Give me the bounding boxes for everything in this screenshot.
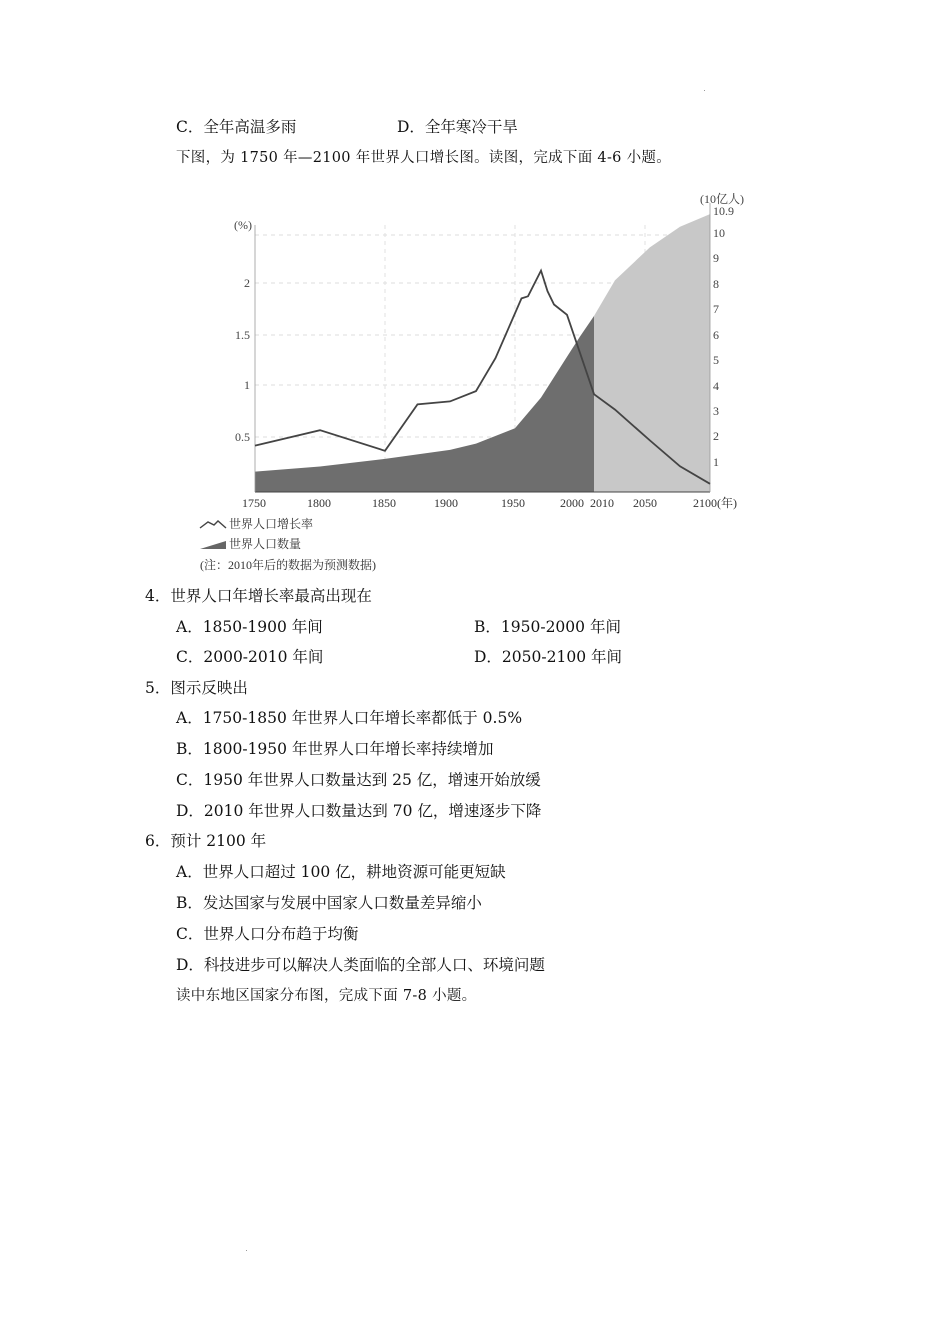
right-tick-label: 7 — [713, 302, 719, 316]
question-4-stem: 4．世界人口年增长率最高出现在 — [145, 587, 372, 605]
left-tick-label: 1.5 — [235, 328, 250, 342]
closing-text: 读中东地区国家分布图，完成下面 7-8 小题。 — [176, 988, 477, 1004]
question-5-option-c[interactable]: C．1950 年世界人口数量达到 25 亿，增速开始放缓 — [176, 771, 541, 789]
question-6-option-c[interactable]: C．世界人口分布趋于均衡 — [176, 925, 359, 943]
x-tick-label: 2010 — [590, 496, 614, 510]
x-tick-label: 2100(年) — [693, 496, 737, 510]
question-6-stem: 6．预计 2100 年 — [145, 832, 267, 850]
question-6-option-d[interactable]: D．科技进步可以解决人类面临的全部人口、环境问题 — [176, 956, 545, 974]
right-tick-label: 9 — [713, 251, 719, 265]
x-tick-label: 1750 — [242, 496, 266, 510]
question-6-option-b[interactable]: B．发达国家与发展中国家人口数量差异缩小 — [176, 894, 482, 912]
question-5-option-d[interactable]: D．2010 年世界人口数量达到 70 亿，增速逐步下降 — [176, 802, 542, 820]
right-tick-label: 10.9 — [713, 204, 734, 218]
corner-mark-top — [704, 90, 705, 91]
right-tick-label: 3 — [713, 404, 719, 418]
intro-text: 下图，为 1750 年—2100 年世界人口增长图。读图，完成下面 4-6 小题。 — [176, 150, 671, 166]
left-axis-labels — [234, 218, 252, 444]
prev-option-d: D．全年寒冷干旱 — [397, 118, 518, 136]
chart-note: (注：2010年后的数据为预测数据) — [200, 558, 376, 572]
right-tick-label: 1 — [713, 455, 719, 469]
corner-mark-bottom — [246, 1250, 247, 1251]
question-4-option-b[interactable]: B．1950-2000 年间 — [474, 618, 621, 636]
prev-option-c: C．全年高温多雨 — [176, 118, 297, 136]
x-tick-label: 1950 — [501, 496, 525, 510]
right-tick-label: 5 — [713, 353, 719, 367]
question-5-option-b[interactable]: B．1800-1950 年世界人口年增长率持续增加 — [176, 740, 494, 758]
x-axis-labels — [242, 495, 737, 510]
x-tick-label: 1850 — [372, 496, 396, 510]
left-axis-unit: (%) — [234, 218, 252, 232]
legend-line-symbol — [200, 521, 226, 528]
left-tick-label: 1 — [244, 378, 250, 392]
right-tick-label: 2 — [713, 429, 719, 443]
question-4-option-d[interactable]: D．2050-2100 年间 — [474, 648, 622, 666]
left-tick-label: 0.5 — [235, 430, 250, 444]
question-5-stem: 5．图示反映出 — [145, 679, 248, 697]
question-4-option-c[interactable]: C．2000-2010 年间 — [176, 648, 324, 666]
x-tick-label: 1800 — [307, 496, 331, 510]
x-tick-label: 1900 — [434, 496, 458, 510]
x-tick-label: 2000 — [560, 496, 584, 510]
right-tick-label: 4 — [713, 379, 719, 393]
legend-area-symbol — [200, 541, 226, 549]
right-tick-label: 6 — [713, 328, 719, 342]
right-tick-label: 10 — [713, 226, 725, 240]
right-tick-label: 8 — [713, 277, 719, 291]
question-5-option-a[interactable]: A．1750-1850 年世界人口年增长率都低于 0.5% — [176, 709, 523, 727]
legend-label-growth-rate: 世界人口增长率 — [229, 517, 314, 531]
question-4-option-a[interactable]: A．1850-1900 年间 — [176, 618, 323, 636]
population-chart — [0, 185, 950, 585]
left-tick-label: 2 — [244, 276, 250, 290]
population-area-forecast — [594, 214, 710, 492]
legend — [200, 516, 376, 572]
x-tick-label: 2050 — [633, 496, 657, 510]
right-axis-unit: (10亿人) — [700, 192, 744, 206]
question-6-option-a[interactable]: A．世界人口超过 100 亿，耕地资源可能更短缺 — [176, 863, 506, 881]
legend-label-population: 世界人口数量 — [229, 537, 302, 551]
